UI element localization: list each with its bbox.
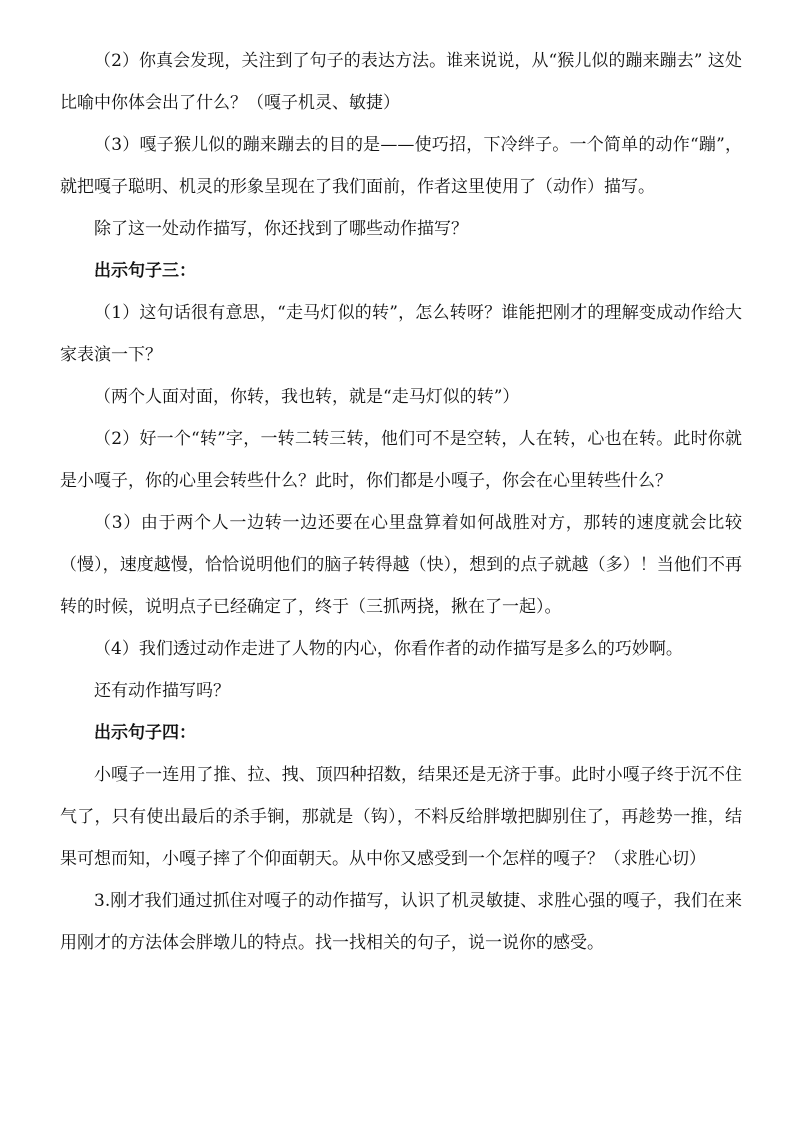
heading-sentence-four: 出示句子四： [94, 723, 196, 743]
paragraph-sentence-three-1: （1）这句话很有意思，“走马灯似的转”，怎么转呀？谁能把刚才的理解变成动作给大家表演一下？ [60, 303, 742, 365]
paragraph-sentence-three-4: （4）我们透过动作走进了人物的内心，你看作者的动作描写是多么的巧妙啊。 [94, 639, 683, 659]
heading-sentence-three: 出示句子三： [94, 261, 196, 281]
paragraph-question-more-actions: 除了这一处动作描写，你还找到了哪些动作描写？ [94, 219, 468, 239]
paragraph-sentence-three-3: （3）由于两个人一边转一边还要在心里盘算着如何战胜对方，那转的速度就会比较（慢），速度越慢，恰恰说明他们的脑子转得越（快），想到的点子就越（多）！当他们不再转的时候，说明点子已经确定了，终于（三抓两挠，揪在了一起）。 [60, 513, 742, 617]
paragraph-sentence-three-2: （2）好一个“转”字，一转二转三转，他们可不是空转，人在转，心也在转。此时你就是小嘎子，你的心里会转些什么？此时，你们都是小嘎子，你会在心里转些什么？ [60, 429, 742, 491]
paragraph-sentence-four: 小嘎子一连用了推、拉、拽、顶四种招数，结果还是无济于事。此时小嘎子终于沉不住气了，只有使出最后的杀手锏，那就是（钩），不料反给胖墩把脚别住了，再趁势一推，结果可想而知，小嘎子摔了个仰面朝天。从中你又感受到一个怎样的嘎子？（求胜心切） [60, 765, 742, 869]
paragraph-sentence-three-note: （两个人面对面，你转，我也转，就是“走马灯似的转”） [94, 387, 520, 407]
paragraph-step-3: 3.刚才我们通过抓住对嘎子的动作描写，认识了机灵敏捷、求胜心强的嘎子，我们在来用刚才的方法体会胖墩儿的特点。找一找相关的句子，说一说你的感受。 [60, 891, 742, 953]
paragraph-analysis-3: （3）嘎子猴儿似的蹦来蹦去的目的是——使巧招，下冷绊子。一个简单的动作“蹦”，就把嘎子聪明、机灵的形象呈现在了我们面前，作者这里使用了（动作）描写。 [60, 135, 742, 197]
document-page [60, 40, 742, 964]
paragraph-question-any-more: 还有动作描写吗？ [94, 681, 230, 701]
paragraph-analysis-2: （2）你真会发现，关注到了句子的表达方法。谁来说说，从“猴儿似的蹦来蹦去” 这处比喻中你体会出了什么？（嘎子机灵、敏捷） [60, 51, 742, 113]
